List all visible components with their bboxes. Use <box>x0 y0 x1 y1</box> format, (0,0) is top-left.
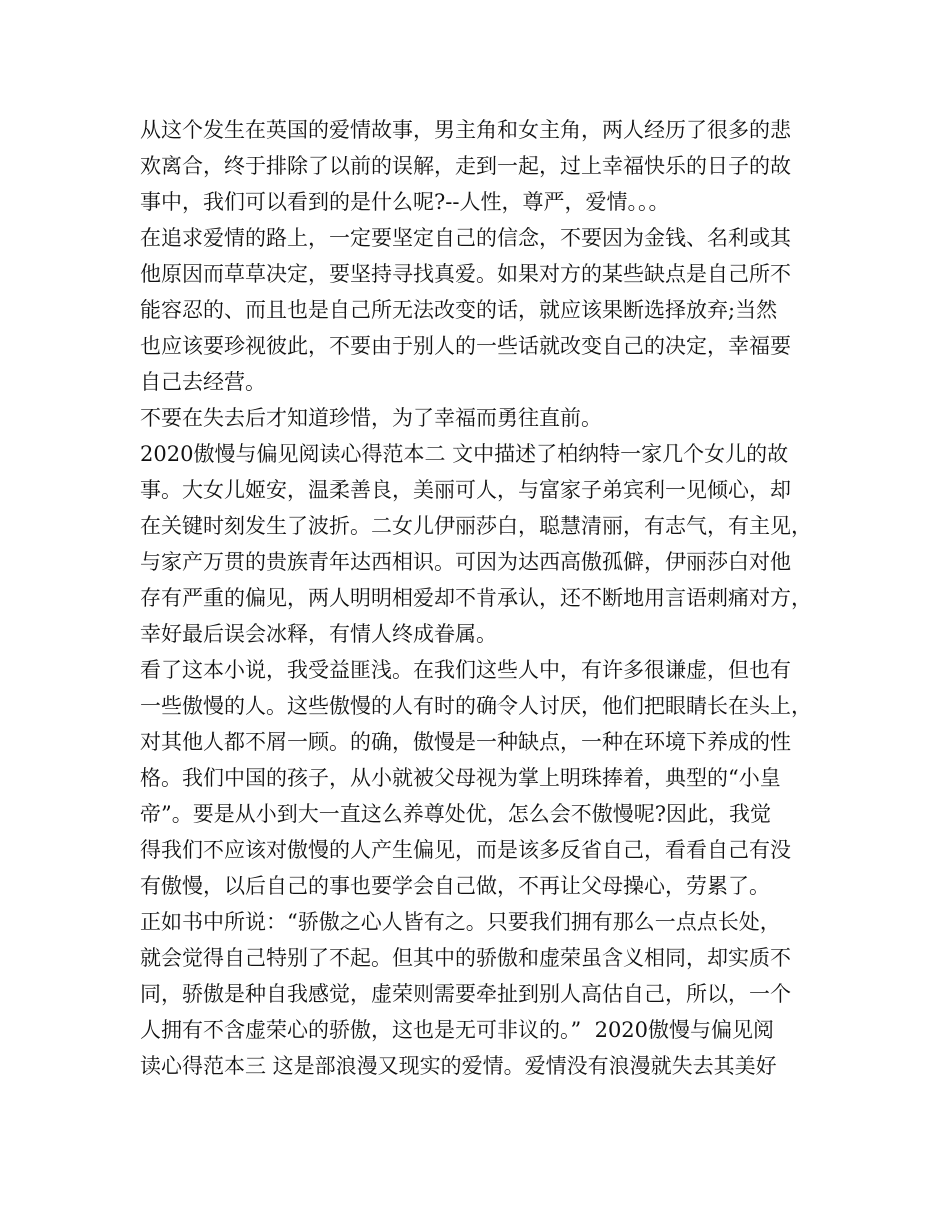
text-line: 正如书中所说：“骄傲之心人皆有之。只要我们拥有那么一点点长处， <box>140 910 781 934</box>
text-line: 不要在失去后才知道珍惜，为了幸福而勇往直前。 <box>140 406 602 430</box>
text-line: 对其他人都不屑一顾。的确，傲慢是一种缺点，一种在环境下养成的性 <box>140 730 791 754</box>
text-line: 与家产万贯的贵族青年达西相识。可因为达西高傲孤僻，伊丽莎白对他 <box>140 550 791 574</box>
text-line: 在关键时刻发生了波折。二女儿伊丽莎白，聪慧清丽，有志气，有主见， <box>140 514 812 538</box>
text-line: 自己去经营。 <box>140 370 266 394</box>
text-line: 看了这本小说，我受益匪浅。在我们这些人中，有许多很谦虚，但也有 <box>140 658 791 682</box>
text-line: 得我们不应该对傲慢的人产生偏见，而是该多反省自己，看看自己有没 <box>140 838 791 862</box>
text-line: 2020傲慢与偏见阅读心得范本二 文中描述了柏纳特一家几个女儿的故 <box>140 442 789 466</box>
text-line: 有傲慢，以后自己的事也要学会自己做，不再让父母操心，劳累了。 <box>140 874 770 898</box>
text-line: 能容忍的、而且也是自己所无法改变的话，就应该果断选择放弃;当然 <box>140 298 778 322</box>
body-text <box>140 112 830 1084</box>
text-line: 格。我们中国的孩子，从小就被父母视为掌上明珠捧着，典型的“小皇 <box>140 766 781 790</box>
text-line: 事中，我们可以看到的是什么呢?--人性，尊严，爱情。。。 <box>140 190 670 214</box>
text-line: 帝”。要是从小到大一直这么养尊处优，怎么会不傲慢呢?因此，我觉 <box>140 802 771 826</box>
text-line: 欢离合，终于排除了以前的误解，走到一起，过上幸福快乐的日子的故 <box>140 154 791 178</box>
text-line: 存有严重的偏见，两人明明相爱却不肯承认，还不断地用言语刺痛对方， <box>140 586 812 610</box>
text-line: 就会觉得自己特别了不起。但其中的骄傲和虚荣虽含义相同，却实质不 <box>140 946 791 970</box>
text-line: 同，骄傲是种自我感觉，虚荣则需要牵扯到别人高估自己，所以，一个 <box>140 982 791 1006</box>
text-line: 在追求爱情的路上，一定要坚定自己的信念，不要因为金钱、名利或其 <box>140 226 791 250</box>
text-line: 事。大女儿姬安，温柔善良，美丽可人，与富家子弟宾利一见倾心，却 <box>140 478 791 502</box>
text-line: 人拥有不含虚荣心的骄傲，这也是无可非议的。” 2020傲慢与偏见阅 <box>140 1018 775 1042</box>
text-line: 幸好最后误会冰释，有情人终成眷属。 <box>140 622 497 646</box>
text-line: 也应该要珍视彼此，不要由于别人的一些话就改变自己的决定，幸福要 <box>140 334 791 358</box>
text-line: 从这个发生在英国的爱情故事，男主角和女主角，两人经历了很多的悲 <box>140 118 791 142</box>
text-line: 读心得范本三 这是部浪漫又现实的爱情。爱情没有浪漫就失去其美好 <box>140 1054 777 1078</box>
text-line: 一些傲慢的人。这些傲慢的人有时的确令人讨厌，他们把眼睛长在头上， <box>140 694 812 718</box>
text-line: 他原因而草草决定，要坚持寻找真爱。如果对方的某些缺点是自己所不 <box>140 262 791 286</box>
